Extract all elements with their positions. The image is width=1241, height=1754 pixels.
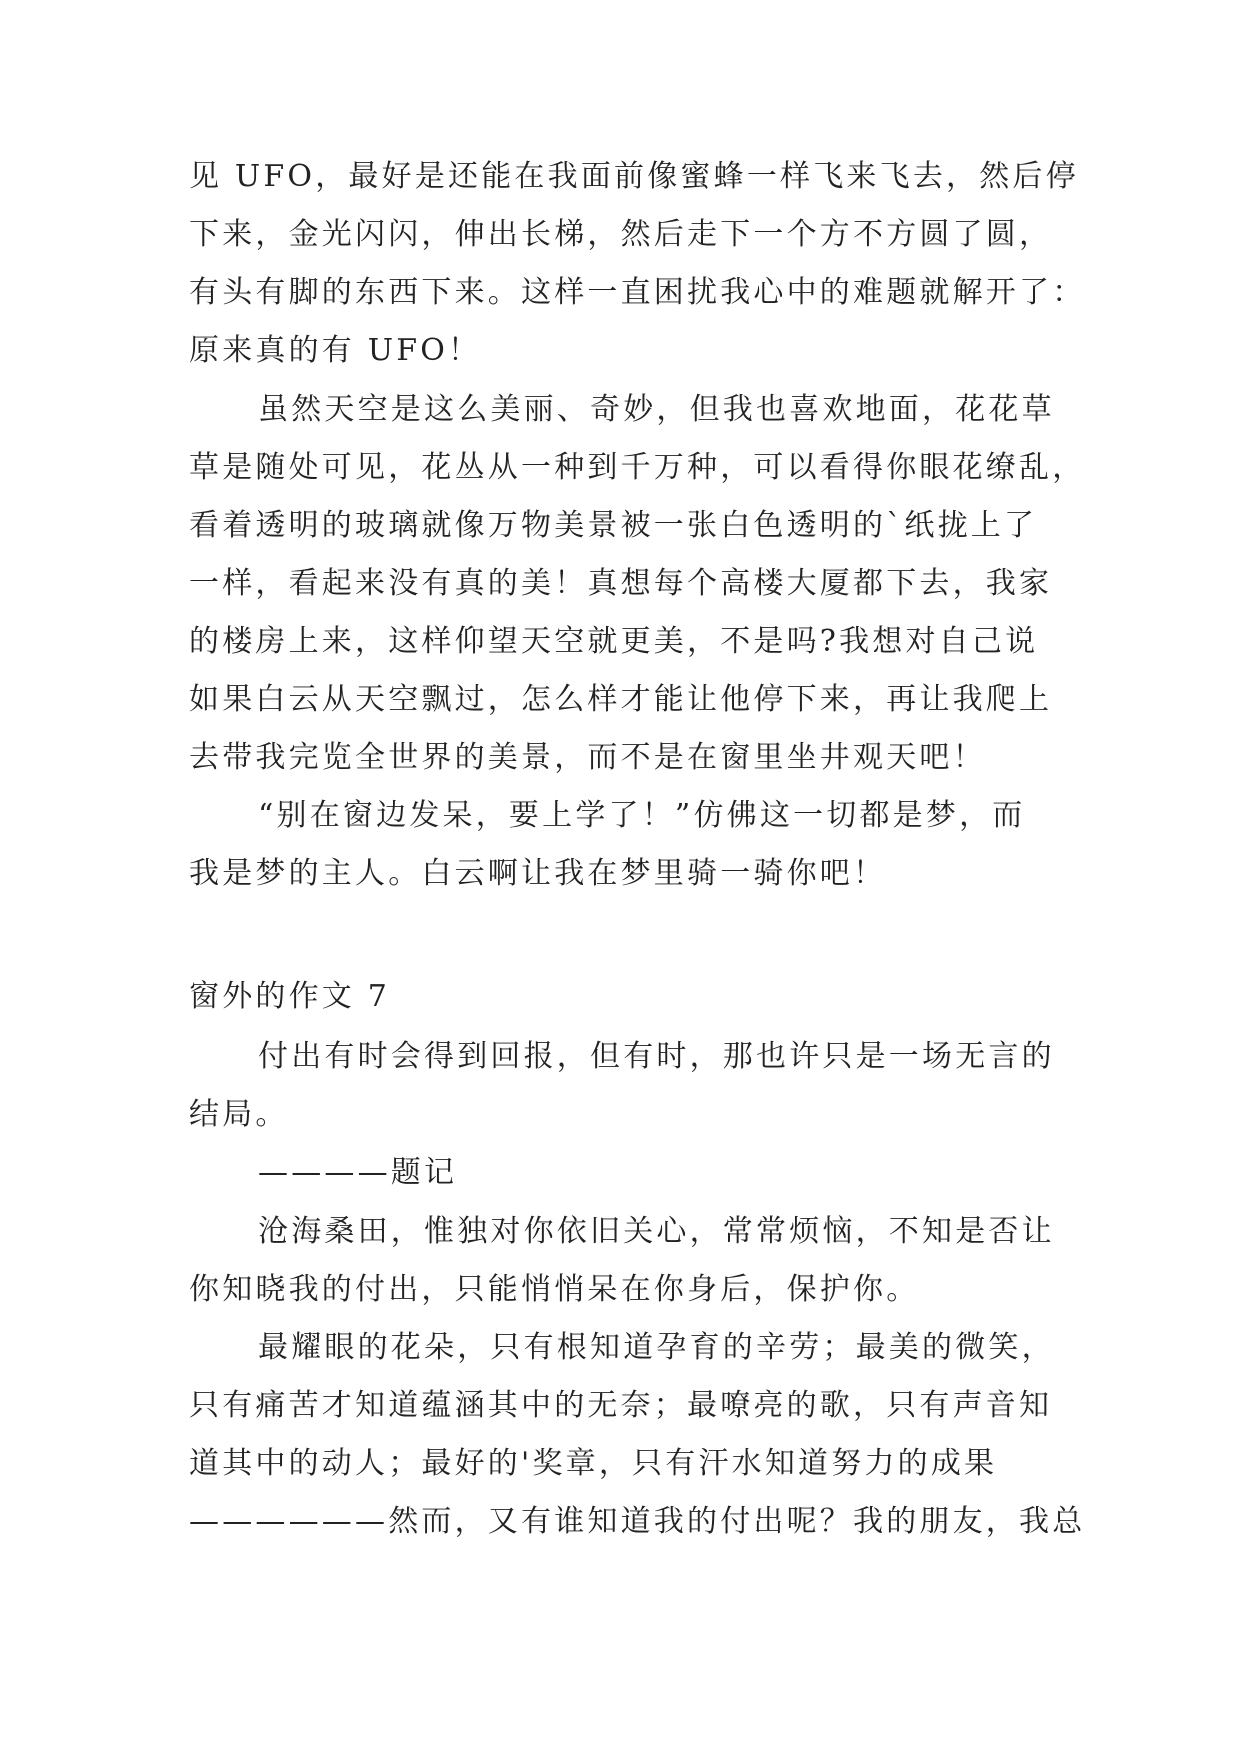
text-line: 你知晓我的付出，只能悄悄呆在你身后，保护你。: [189, 1272, 920, 1307]
text-line: 草是随处可见，花丛从一种到千万种，可以看得你眼花缭乱，: [189, 450, 1086, 485]
text-line: 结局。: [189, 1097, 289, 1132]
paragraph-start: 沧海桑田，惟独对你依旧关心，常常烦恼，不知是否让: [258, 1214, 1055, 1249]
epigraph-attribution: ————题记: [258, 1155, 458, 1190]
text-line: 一样，看起来没有真的美！真想每个高楼大厦都下去，我家: [189, 566, 1053, 601]
text-line: 原来真的有 UFO！: [189, 333, 482, 368]
text-line: 去带我完览全世界的美景，而不是在窗里坐井观天吧！: [189, 740, 986, 775]
text-line: 下来，金光闪闪，伸出长梯，然后走下一个方不方圆了圆，: [189, 217, 1053, 252]
paragraph-start: 最耀眼的花朵，只有根知道孕育的辛劳；最美的微笑，: [258, 1330, 1055, 1365]
section-title: 窗外的作文 7: [189, 979, 391, 1014]
text-line: 的楼房上来，这样仰望天空就更美，不是吗?我想对自己说: [189, 624, 1039, 659]
text-line: 见 UFO，最好是还能在我面前像蜜蜂一样飞来飞去，然后停: [189, 159, 1079, 194]
paragraph-start: 付出有时会得到回报，但有时，那也许只是一场无言的: [258, 1039, 1055, 1074]
text-line: 有头有脚的东西下来。这样一直困扰我心中的难题就解开了：: [189, 275, 1086, 310]
text-line: 看着透明的玻璃就像万物美景被一张白色透明的`纸拢上了: [189, 508, 1038, 543]
paragraph-start: “别在窗边发呆，要上学了！”仿佛这一切都是梦，而: [258, 798, 1026, 833]
paragraph-start: 虽然天空是这么美丽、奇妙，但我也喜欢地面，花花草: [258, 392, 1055, 427]
text-line: 如果白云从天空飘过，怎么样才能让他停下来，再让我爬上: [189, 682, 1053, 717]
text-line: 我是梦的主人。白云啊让我在梦里骑一骑你吧！: [189, 856, 887, 891]
text-line: ——————然而，又有谁知道我的付出呢？我的朋友，我总: [189, 1504, 1086, 1539]
text-line: 道其中的动人；最好的'奖章，只有汗水知道努力的成果: [189, 1446, 998, 1481]
text-line: 只有痛苦才知道蕴涵其中的无奈；最嘹亮的歌，只有声音知: [189, 1388, 1053, 1423]
